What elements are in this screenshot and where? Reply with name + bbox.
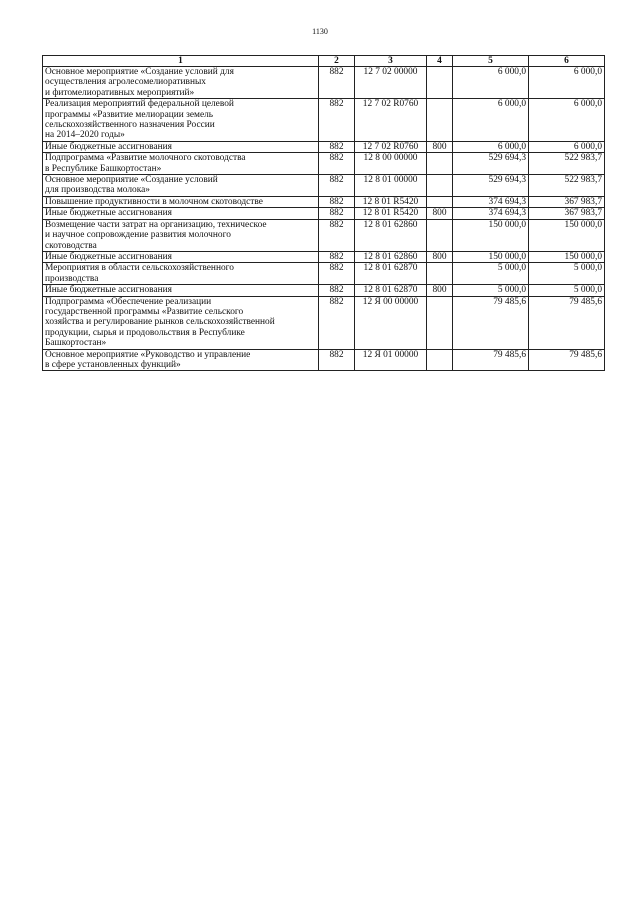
amount-year1-cell: 529 694,3 xyxy=(453,175,529,197)
target-article-cell: 12 8 01 00000 xyxy=(355,175,427,197)
expense-type-cell xyxy=(427,219,453,251)
table-row xyxy=(43,251,605,262)
ministry-code-cell: 882 xyxy=(319,251,355,262)
ministry-code-cell: 882 xyxy=(319,196,355,207)
table-row xyxy=(43,263,605,285)
row-name-cell: Мероприятия в области сельскохозяйственного производства xyxy=(43,263,319,285)
amount-year2-cell: 367 983,7 xyxy=(529,208,605,219)
expense-type-cell xyxy=(427,349,453,371)
ministry-code-cell: 882 xyxy=(319,175,355,197)
ministry-code-cell: 882 xyxy=(319,153,355,175)
amount-year1-cell: 150 000,0 xyxy=(453,219,529,251)
amount-year2-cell: 522 983,7 xyxy=(529,175,605,197)
row-name-cell: Иные бюджетные ассигнования xyxy=(43,208,319,219)
table-row xyxy=(43,99,605,142)
ministry-code-cell: 882 xyxy=(319,208,355,219)
amount-year1-cell: 374 694,3 xyxy=(453,196,529,207)
expense-type-cell xyxy=(427,99,453,142)
expense-type-cell xyxy=(427,67,453,99)
ministry-code-cell: 882 xyxy=(319,349,355,371)
amount-year1-cell: 5 000,0 xyxy=(453,285,529,296)
column-header: 5 xyxy=(453,56,529,67)
ministry-code-cell: 882 xyxy=(319,263,355,285)
target-article-cell: 12 Я 00 00000 xyxy=(355,296,427,349)
target-article-cell: 12 7 02 R0760 xyxy=(355,99,427,142)
table-row xyxy=(43,67,605,99)
column-header: 2 xyxy=(319,56,355,67)
table-row xyxy=(43,349,605,371)
row-name-cell: Основное мероприятие «Руководство и управление в сфере установленных функций» xyxy=(43,349,319,371)
row-name-cell: Иные бюджетные ассигнования xyxy=(43,141,319,152)
row-name-cell: Подпрограмма «Обеспечение реализации государственной программы «Развитие сельского хозяйства и регулирование рынков сельскохозяйственной продукции, сырья и продовольствия в Республике Башкортостан» xyxy=(43,296,319,349)
amount-year1-cell: 79 485,6 xyxy=(453,349,529,371)
amount-year2-cell: 6 000,0 xyxy=(529,99,605,142)
ministry-code-cell: 882 xyxy=(319,67,355,99)
expense-type-cell xyxy=(427,175,453,197)
column-header: 1 xyxy=(43,56,319,67)
target-article-cell: 12 8 01 62860 xyxy=(355,219,427,251)
target-article-cell: 12 8 01 R5420 xyxy=(355,196,427,207)
table-row xyxy=(43,175,605,197)
target-article-cell: 12 7 02 R0760 xyxy=(355,141,427,152)
table-row xyxy=(43,153,605,175)
amount-year1-cell: 150 000,0 xyxy=(453,251,529,262)
amount-year1-cell: 6 000,0 xyxy=(453,141,529,152)
table-row xyxy=(43,296,605,349)
amount-year1-cell: 374 694,3 xyxy=(453,208,529,219)
row-name-cell: Иные бюджетные ассигнования xyxy=(43,285,319,296)
amount-year1-cell: 529 694,3 xyxy=(453,153,529,175)
amount-year2-cell: 6 000,0 xyxy=(529,67,605,99)
expense-type-cell xyxy=(427,153,453,175)
table-row xyxy=(43,208,605,219)
table-row xyxy=(43,141,605,152)
target-article-cell: 12 8 01 R5420 xyxy=(355,208,427,219)
expense-type-cell: 800 xyxy=(427,285,453,296)
expense-type-cell xyxy=(427,296,453,349)
target-article-cell: 12 8 01 62860 xyxy=(355,251,427,262)
amount-year2-cell: 79 485,6 xyxy=(529,296,605,349)
target-article-cell: 12 8 00 00000 xyxy=(355,153,427,175)
table-row xyxy=(43,219,605,251)
page-number: 1130 xyxy=(312,27,328,36)
table-row xyxy=(43,196,605,207)
column-header: 4 xyxy=(427,56,453,67)
expense-type-cell xyxy=(427,196,453,207)
ministry-code-cell: 882 xyxy=(319,141,355,152)
amount-year1-cell: 5 000,0 xyxy=(453,263,529,285)
expense-type-cell xyxy=(427,263,453,285)
amount-year2-cell: 5 000,0 xyxy=(529,263,605,285)
row-name-cell: Реализация мероприятий федеральной целевой программы «Развитие мелиорации земель сельскохозяйственного назначения России на 2014–2020 годы» xyxy=(43,99,319,142)
ministry-code-cell: 882 xyxy=(319,219,355,251)
row-name-cell: Основное мероприятие «Создание условий для осуществления агролесомелиоративных и фитомелиоративных мероприятий» xyxy=(43,67,319,99)
target-article-cell: 12 Я 01 00000 xyxy=(355,349,427,371)
expense-type-cell: 800 xyxy=(427,208,453,219)
amount-year1-cell: 6 000,0 xyxy=(453,99,529,142)
amount-year2-cell: 6 000,0 xyxy=(529,141,605,152)
row-name-cell: Основное мероприятие «Создание условий для производства молока» xyxy=(43,175,319,197)
amount-year2-cell: 5 000,0 xyxy=(529,285,605,296)
table-body xyxy=(43,67,605,371)
amount-year1-cell: 79 485,6 xyxy=(453,296,529,349)
expense-type-cell: 800 xyxy=(427,141,453,152)
amount-year2-cell: 150 000,0 xyxy=(529,251,605,262)
amount-year2-cell: 367 983,7 xyxy=(529,196,605,207)
amount-year1-cell: 6 000,0 xyxy=(453,67,529,99)
target-article-cell: 12 7 02 00000 xyxy=(355,67,427,99)
amount-year2-cell: 79 485,6 xyxy=(529,349,605,371)
amount-year2-cell: 522 983,7 xyxy=(529,153,605,175)
ministry-code-cell: 882 xyxy=(319,99,355,142)
ministry-code-cell: 882 xyxy=(319,285,355,296)
row-name-cell: Повышение продуктивности в молочном скотоводстве xyxy=(43,196,319,207)
row-name-cell: Иные бюджетные ассигнования xyxy=(43,251,319,262)
column-header: 6 xyxy=(529,56,605,67)
ministry-code-cell: 882 xyxy=(319,296,355,349)
row-name-cell: Возмещение части затрат на организацию, техническое и научное сопровождение развития молочного скотоводства xyxy=(43,219,319,251)
row-name-cell: Подпрограмма «Развитие молочного скотоводства в Республике Башкортостан» xyxy=(43,153,319,175)
amount-year2-cell: 150 000,0 xyxy=(529,219,605,251)
column-header: 3 xyxy=(355,56,427,67)
target-article-cell: 12 8 01 62870 xyxy=(355,263,427,285)
target-article-cell: 12 8 01 62870 xyxy=(355,285,427,296)
expense-type-cell: 800 xyxy=(427,251,453,262)
table-row xyxy=(43,285,605,296)
budget-table xyxy=(42,55,605,371)
header-row xyxy=(43,56,605,67)
